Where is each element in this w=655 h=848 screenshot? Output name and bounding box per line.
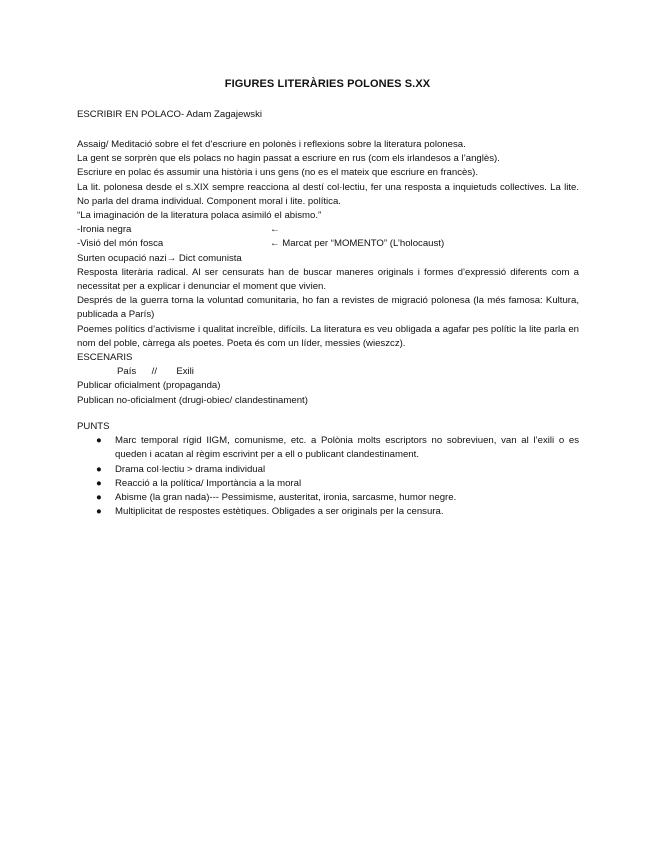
escenaris-heading: ESCENARIS bbox=[77, 352, 133, 364]
list-item: ● Drama col·lectiu > drama individual bbox=[77, 463, 579, 477]
document-title: FIGURES LITERÀRIES POLONES S.XX bbox=[224, 78, 431, 90]
bullet-icon: ● bbox=[96, 435, 102, 447]
list-item: ● Multiplicitat de respostes estètiques. Obligades a ser originals per la censura. bbox=[77, 505, 579, 519]
escenaris-col-exili: Exili bbox=[176, 366, 194, 378]
list-item: ● Marc temporal rígid IIGM, comunisme, etc. a Polònia molts escriptors no sobreviuen, van al l’exili o es queden i acatan al règim escrivint per a ell o publicant clandestinament. bbox=[96, 435, 579, 461]
quote: “La imaginación de la literatura polaca asimiló el abismo.” bbox=[77, 210, 322, 222]
bullet-icon: ● bbox=[96, 506, 102, 518]
feature-label: -Ironia negra bbox=[77, 224, 132, 236]
bullet-icon: ● bbox=[96, 463, 102, 475]
escenaris-separator: // bbox=[151, 366, 158, 378]
bullet-icon: ● bbox=[96, 492, 102, 504]
paragraph: Assaig/ Meditació sobre el fet d’escriure en polonès i reflexions sobre la literatura polonesa. bbox=[77, 139, 466, 150]
paragraph: La gent se sorprèn que els polacs no hagin passat a escriure en rus (com els irlandesos a l’anglès). bbox=[77, 153, 500, 165]
paragraph: La lit. polonesa desde el s.XIX sempre reacciona al destí col·lectiu, fer una resposta a inquietuds collectives. La lite. No parla del drama individual. Component moral i lite. política. bbox=[77, 181, 579, 207]
feature-row bbox=[77, 237, 579, 251]
paragraph: Resposta literària radical. Al ser censurats han de buscar maneres originals i formes d’expressió diferents com a necessitat per a explicar i denunciar el moment que vivien. bbox=[77, 266, 579, 292]
document-body bbox=[77, 138, 579, 408]
arrow-note: ← Marcat per “MOMENTO” (L’holocaust) bbox=[270, 238, 445, 250]
author-line: ESCRIBIR EN POLACO- Adam Zagajewski bbox=[77, 109, 263, 120]
list-item: ● Reacció a la política/ Importància a la moral bbox=[77, 477, 579, 491]
escenaris-col-pais: País bbox=[117, 366, 137, 378]
paragraph: Després de la guerra torna la voluntad comunitaria, ho fan a revistes de migració polonesa (la més famosa: Kultura, publicada a París) bbox=[77, 295, 579, 321]
arrow-note: ← bbox=[270, 224, 280, 236]
feature-label: -Visió del món fosca bbox=[77, 238, 164, 250]
escenaris-line: Publicar oficialment (propaganda) bbox=[77, 380, 221, 392]
paragraph: Escriure en polac és assumir una història i uns gens (no es el mateix que escriure en francès). bbox=[77, 167, 478, 179]
escenaris-line: Publican no-oficialment (drugi-obiec/ clandestinament) bbox=[77, 394, 308, 406]
punts-section bbox=[77, 420, 579, 519]
escenaris-columns bbox=[77, 365, 579, 379]
bullet-icon: ● bbox=[96, 477, 102, 489]
paragraph: Surten ocupació nazi→ Dict comunista bbox=[77, 252, 242, 264]
punts-list bbox=[77, 434, 579, 519]
list-item: ● Abisme (la gran nada)--- Pessimisme, austeritat, ironia, sarcasme, humor negre. bbox=[77, 491, 579, 505]
paragraph: Poemes polítics d’activisme i qualitat increïble, difícils. La literatura es veu obligada a agafar pes polític la lite parla en nom del poble, càrrega als poetes. Poeta és com un líder, messies (wieszcz). bbox=[77, 323, 579, 349]
feature-row bbox=[77, 223, 579, 237]
punts-heading: PUNTS bbox=[77, 421, 110, 432]
